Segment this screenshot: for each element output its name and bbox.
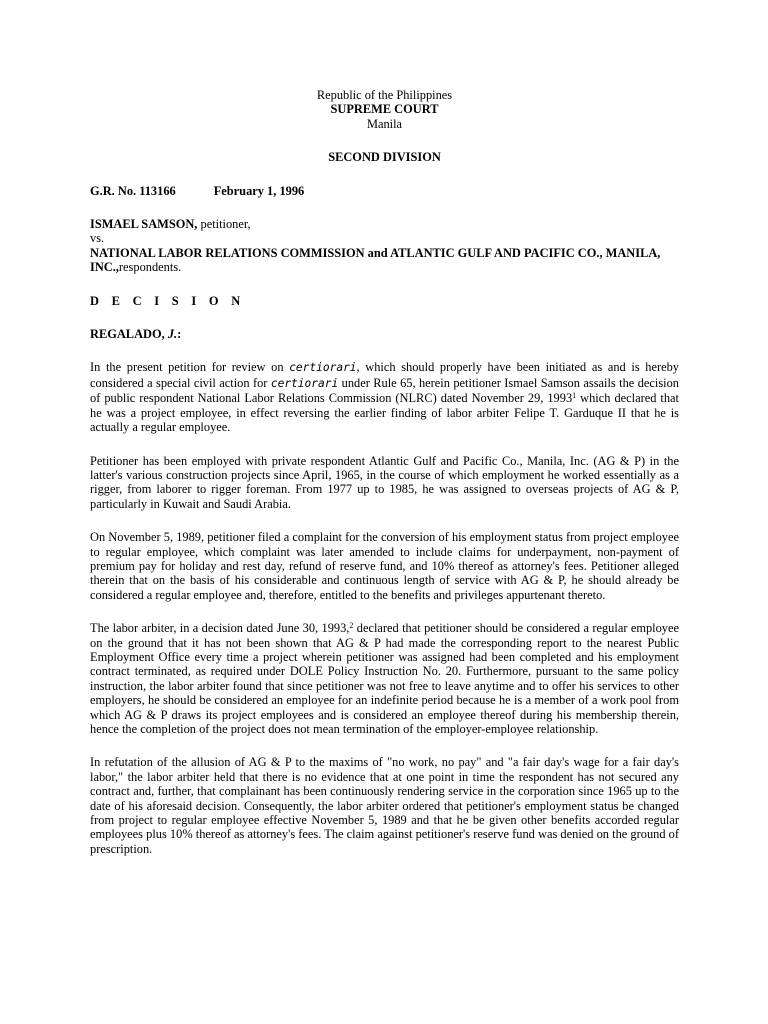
respondent-line [90, 246, 679, 275]
decision-title: D E C I S I O N [90, 293, 245, 308]
ponente-line [90, 327, 679, 341]
paragraph-2: Petitioner has been employed with private respondent Atlantic Gulf and Pacific Co., Manila, Inc. (AG & P) in the latter's various construction projects since April, 1965, in the course of which employment he worked essentially as a rigger, from laborer to rigger foreman. From 1977 up to 1985, he was assigned to overseas projects of AG & P, particularly in Kuwait and Saudi Arabia. [90, 453, 679, 511]
republic-line: Republic of the Philippines [316, 88, 453, 102]
p4-text-b: declared that petitioner should be considered a regular employee on the ground that it has not been shown that AG & P had made the corresponding report to the nearest Public Employment Office every time a project wherein petitioner was assigned had been completed and his employment contract terminated, as required under DOLE Policy Instruction No. 20. Furthermore, pursuant to the same policy instruction, the labor arbiter found that since petitioner was not free to leave anytime and to offer his services to other employers, he should be considered an employee for an indefinite period because he is a member of a work pool from which AG & P draws its project employees and is considered an employee thereof during his membership therein, hence the completion of the project does not mean termination of the employer-employee relationship. [90, 621, 679, 736]
respondent-role: respondents. [118, 260, 182, 275]
paragraph-3: On November 5, 1989, petitioner filed a complaint for the conversion of his employment status from project employee to regular employee, which complaint was later amended to include claims for underpayment, non-payment of premium pay for holiday and rest day, refund of reserve fund, and 10% thereof as attorney's fees. Petitioner alleged therein that on the basis of his considerable and continuous length of service with AG & P, he should already be considered a regular employee and, therefore, entitled to the benefits and privileges appurtenant thereto. [90, 530, 679, 602]
p1-certiorari-2: certiorari [270, 376, 339, 390]
paragraph-4 [90, 621, 679, 736]
respondent-name: NATIONAL LABOR RELATIONS COMMISSION and ATLANTIC GULF AND PACIFIC CO., MANILA, INC., [90, 245, 661, 275]
ponente-title: J. [167, 327, 178, 342]
case-number: G.R. No. 113166 [90, 183, 176, 198]
petitioner-name: ISMAEL SAMSON, [90, 217, 198, 232]
ponente-colon: : [177, 327, 182, 342]
paragraph-5: In refutation of the allusion of AG & P to the maxims of "no work, no pay" and "a fair day's wage for a fair day's labor," the labor arbiter held that there is no evidence that at one point in time the respondent has not secured any contract and, further, that complainant has been continuously rendering service in the corporation since 1965 up to the date of his aforesaid decision. Consequently, the labor arbiter ordered that petitioner's employment status be changed from project to regular employee effective November 5, 1989 and that he be given other benefits accorded regular employees plus 10% thereof as attorney's fees. The claim against petitioner's reserve fund was denied on the ground of prescription. [90, 755, 679, 856]
petitioner-line [90, 217, 679, 231]
p1-certiorari-1: certiorari [289, 361, 357, 375]
parties-block [90, 217, 679, 275]
footnote-2-link[interactable]: 2 [349, 621, 354, 631]
court-city: Manila [366, 116, 403, 131]
footnote-1-link[interactable]: 1 [572, 391, 577, 401]
case-date: February 1, 1996 [213, 183, 305, 198]
p1-text-a: In the present petition for review on [90, 360, 290, 375]
paragraph-1 [90, 360, 679, 434]
versus-line: vs. [90, 231, 105, 246]
court-name: SUPREME COURT [330, 102, 439, 117]
court-header [90, 88, 679, 131]
p4-text-a: The labor arbiter, in a decision dated June 30, 1993, [90, 621, 350, 636]
division-heading: SECOND DIVISION [328, 150, 441, 165]
petitioner-role: petitioner, [197, 217, 251, 232]
p1-text-c: , which should properly have been initiated as and is hereby considered a special civil action for [90, 360, 679, 390]
case-line [90, 184, 679, 198]
decision-document [90, 88, 679, 856]
p1-text-f: which declared that he was a project employee, in effect reversing the earlier finding of labor arbiter Felipe T. Garduque II that he is actually a regular employee. [90, 391, 679, 435]
ponente-name: REGALADO, [90, 327, 165, 342]
p1-text-e: under Rule 65, herein petitioner Ismael Samson assails the decision of public respondent National Labor Relations Commission (NLRC) dated November 29, 1993 [90, 375, 679, 406]
